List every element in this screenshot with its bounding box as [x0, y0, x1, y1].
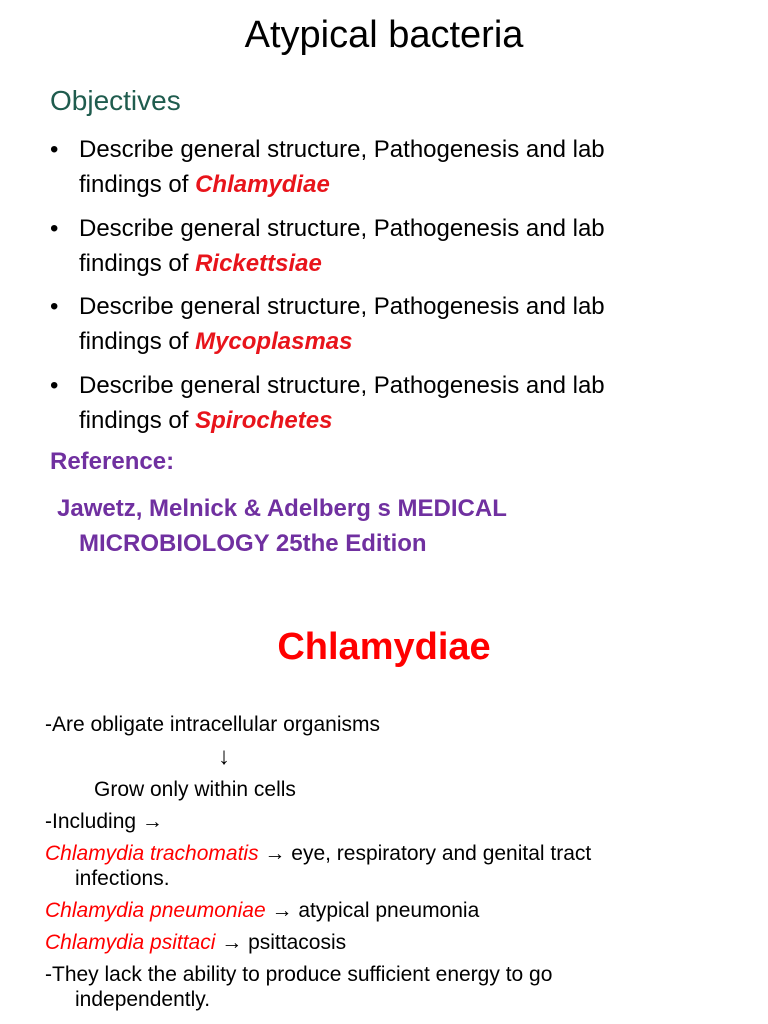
objective-item: • Describe general structure, Pathogenesis and lab findings of Spirochetes: [50, 368, 750, 438]
species-name: Chlamydia pneumoniae: [45, 899, 266, 922]
reference-text: Jawetz, Melnick & Adelberg s MEDICAL MICROBIOLOGY 25the Edition: [57, 495, 507, 557]
body-line: -Are obligate intracellular organisms: [45, 713, 380, 736]
objective-organism: Rickettsiae: [195, 249, 322, 277]
objectives-list: [50, 132, 750, 446]
reference-label: Reference:: [50, 448, 175, 475]
slide-title: Atypical bacteria: [244, 14, 524, 56]
objective-item: • Describe general structure, Pathogenesis and lab findings of Mycoplasmas: [50, 289, 750, 359]
body-line: -Including →: [45, 810, 163, 833]
species-name: Chlamydia trachomatis: [45, 842, 259, 865]
objective-organism: Chlamydiae: [195, 171, 330, 198]
down-arrow-icon: ↓: [218, 743, 230, 770]
species-name: Chlamydia psittaci: [45, 931, 216, 954]
body-line: -They lack the ability to produce sufficient energy to go independently.: [45, 963, 553, 1011]
objectives-heading: Objectives: [50, 85, 181, 116]
objective-item: • Describe general structure, Pathogenesis and lab findings of Rickettsiae: [50, 211, 750, 281]
species-entry: Chlamydia pneumoniae → atypical pneumonia: [45, 899, 480, 922]
species-entry: Chlamydia psittaci → psittacosis: [45, 931, 347, 954]
objective-item: • Describe general structure, Pathogenesis and lab findings of Chlamydiae: [50, 132, 750, 202]
species-entry: Chlamydia trachomatis → eye, respiratory and genital tract infections.: [45, 842, 592, 890]
body-line: Grow only within cells: [94, 778, 296, 801]
objective-organism: Mycoplasmas: [195, 328, 353, 355]
objective-organism: Spirochetes: [195, 406, 333, 434]
section-title: Chlamydiae: [277, 626, 491, 668]
